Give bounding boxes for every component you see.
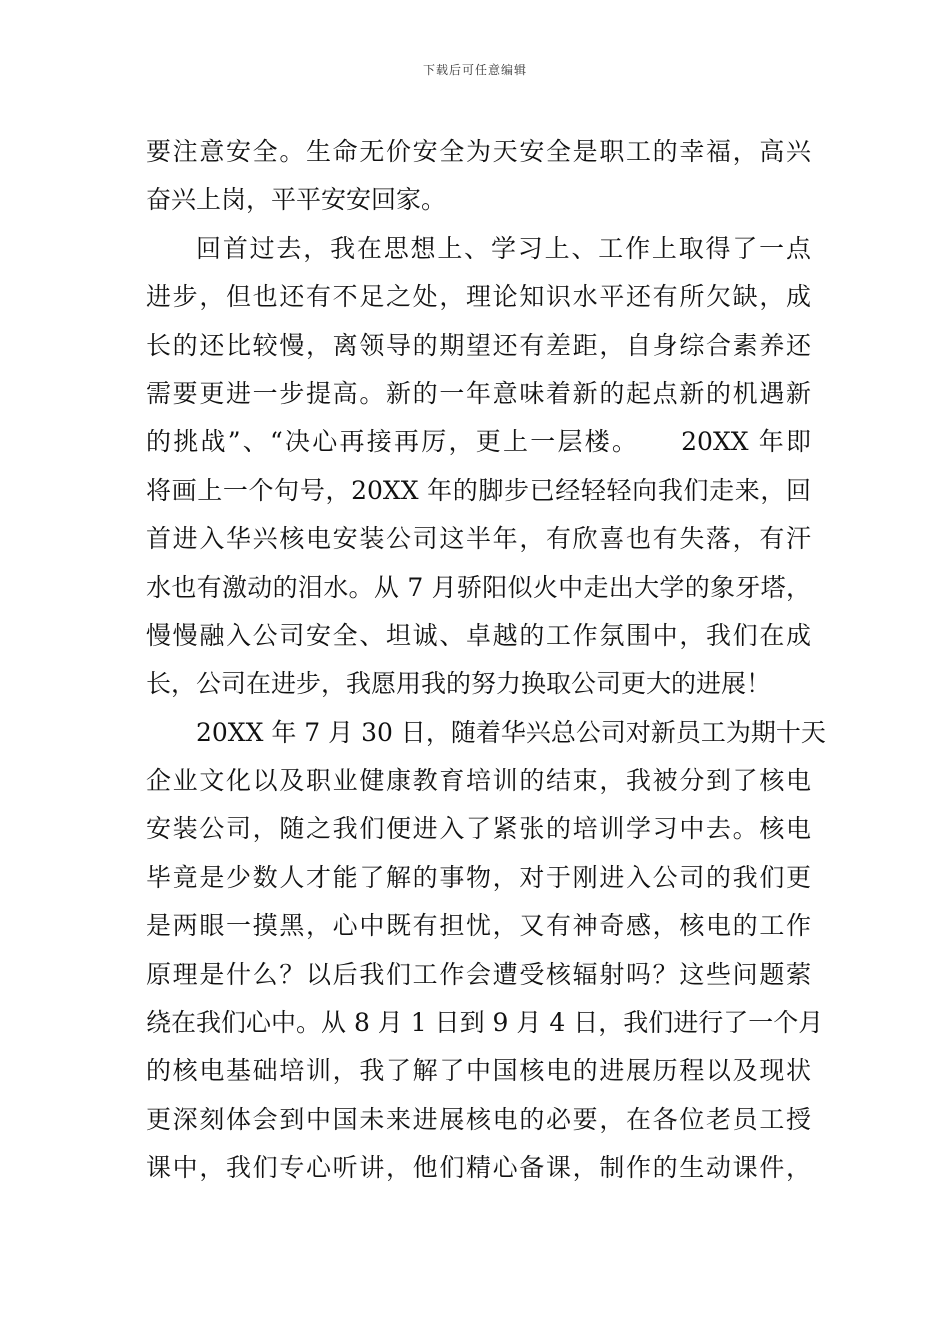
text-line-15: 安装公司，随之我们便进入了紧张的培训学习中去。核电 — [146, 814, 811, 844]
text-line-3: 回首过去，我在思想上、学习上、工作上取得了一点 — [196, 233, 811, 263]
text-line-21: 更深刻体会到中国未来进展核电的必要，在各位老员工授 — [146, 1104, 811, 1134]
text-line-19: 绕在我们心中。从 8 月 1 日到 9 月 4 日，我们进行了一个月 — [146, 1008, 824, 1038]
page-header: 下载后可任意编辑 — [422, 63, 527, 77]
text-line-2: 奋兴上岗，平平安安回家。 — [146, 185, 447, 215]
text-line-8: 将画上一个句号，20XX 年的脚步已经轻轻向我们走来，回 — [146, 475, 811, 505]
text-line-5: 长的还比较慢，离领导的期望还有差距，自身综合素养还 — [146, 330, 811, 360]
text-line-20: 的核电基础培训，我了解了中国核电的进展历程以及现状 — [146, 1056, 811, 1086]
text-line-4: 进步，但也还有不足之处，理论知识水平还有所欠缺，成 — [146, 282, 811, 312]
text-line-7: 的挑战”、“决心再接再厉，更上一层楼。 20XX 年即 — [146, 427, 811, 457]
text-line-17: 是两眼一摸黑，心中既有担忧，又有神奇感，核电的工作 — [146, 911, 811, 941]
text-line-14: 企业文化以及职业健康教育培训的结束，我被分到了核电 — [146, 766, 811, 796]
text-line-16: 毕竟是少数人才能了解的事物，对于刚进入公司的我们更 — [146, 862, 811, 892]
text-line-11: 慢慢融入公司安全、坦诚、卓越的工作氛围中，我们在成 — [146, 620, 811, 650]
text-line-22: 课中，我们专心听讲，他们精心备课，制作的生动课件， — [146, 1153, 811, 1183]
document-body — [146, 128, 826, 1193]
text-line-6: 需要更进一步提高。新的一年意味着新的起点新的机遇新 — [146, 378, 811, 408]
text-line-1: 要注意安全。生命无价安全为天安全是职工的幸福，高兴 — [146, 137, 811, 166]
text-line-12: 长，公司在进步，我愿用我的努力换取公司更大的进展！ — [146, 669, 772, 699]
text-line-18: 原理是什么？以后我们工作会遭受核辐射吗？这些问题萦 — [146, 959, 811, 989]
text-line-13: 20XX 年 7 月 30 日，随着华兴总公司对新员工为期十天 — [196, 717, 826, 747]
text-line-9: 首进入华兴核电安装公司这半年，有欣喜也有失落，有汗 — [146, 524, 811, 554]
text-line-10: 水也有激动的泪水。从 7 月骄阳似火中走出大学的象牙塔， — [146, 572, 811, 602]
